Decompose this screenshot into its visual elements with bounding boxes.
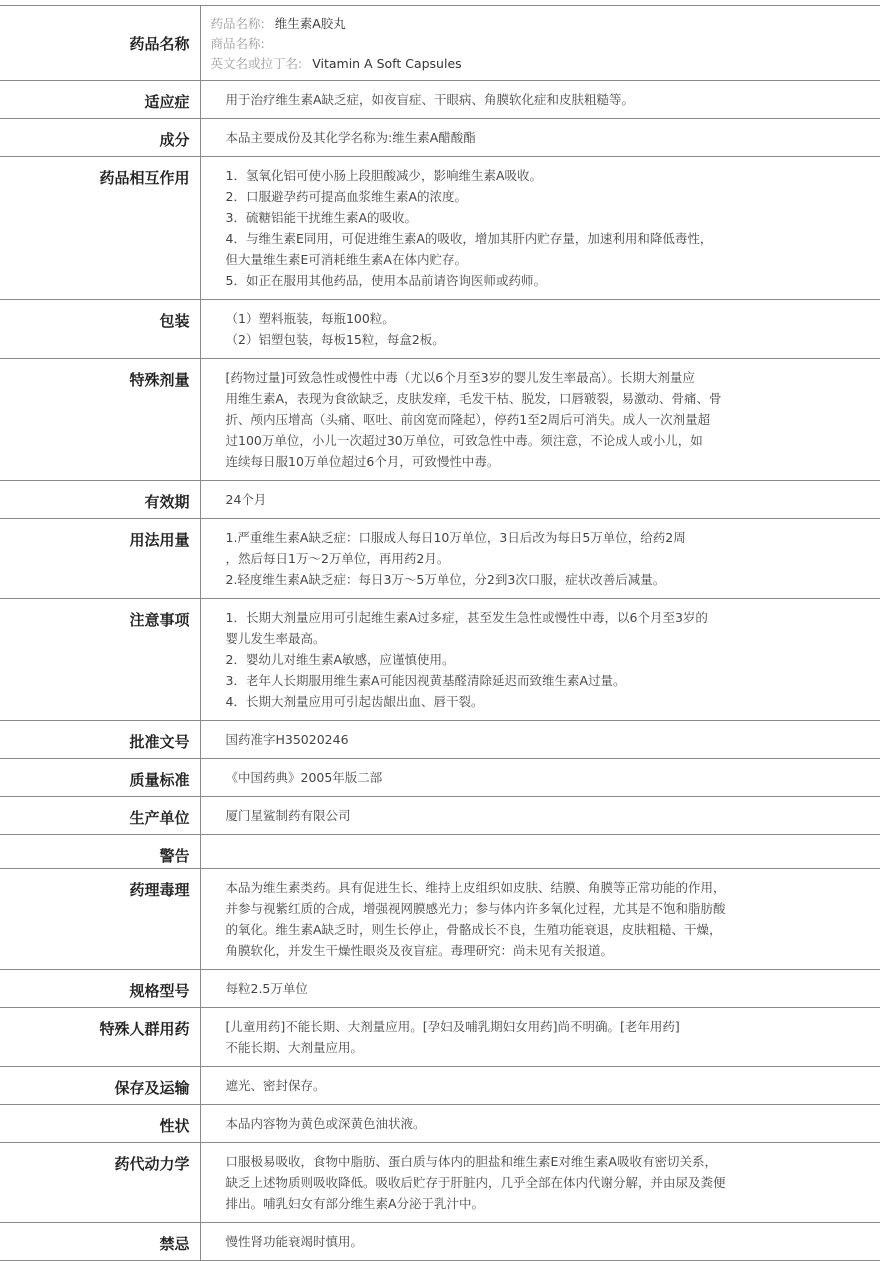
- text-line: 2．婴幼儿对维生素A敏感，应谨慎使用。: [225, 652, 455, 667]
- text-line: 《中国药典》2005年版二部: [225, 770, 383, 785]
- trade-name-label: 商品名称:: [210, 36, 265, 51]
- row-value: [200, 119, 880, 157]
- info-row: [0, 157, 880, 300]
- drug-info-body: [0, 6, 880, 1261]
- info-row: [0, 119, 880, 157]
- english-name-value: Vitamin A Soft Capsules: [312, 56, 462, 71]
- row-value: [200, 1008, 880, 1067]
- text-line: 1．长期大剂量应用可引起维生素A过多症，甚至发生急性或慢性中毒，以6个月至3岁的: [225, 610, 708, 625]
- row-value: [200, 721, 880, 759]
- text-line: 慢性肾功能衰竭时慎用。: [225, 1234, 364, 1249]
- row-label: 适应症: [0, 81, 200, 119]
- row-label: 药代动力学: [0, 1143, 200, 1223]
- english-name-label: 英文名或拉丁名:: [210, 56, 303, 71]
- row-value: [200, 157, 880, 300]
- info-row: [0, 797, 880, 835]
- text-line: 4．长期大剂量应用可引起齿龈出血、唇干裂。: [225, 694, 484, 709]
- info-row: [0, 1143, 880, 1223]
- text-line: 婴儿发生率最高。: [225, 631, 326, 646]
- text-line: 连续每日服10万单位超过6个月，可致慢性中毒。: [225, 454, 500, 469]
- info-row: [0, 1067, 880, 1105]
- text-line: 本品主要成份及其化学名称为:维生素A醋酸酯: [225, 130, 476, 145]
- text-line: 4．与维生素E同用，可促进维生素A的吸收，增加其肝内贮存量，加速利用和降低毒性，: [225, 231, 713, 246]
- text-line: 角膜软化，并发生干燥性眼炎及夜盲症。毒理研究：尚未见有关报道。: [225, 943, 614, 958]
- row-value: [200, 1143, 880, 1223]
- row-label: 生产单位: [0, 797, 200, 835]
- row-label: 保存及运输: [0, 1067, 200, 1105]
- info-row: [0, 359, 880, 481]
- row-label: 用法用量: [0, 519, 200, 599]
- text-line: 用维生素A，表现为食欲缺乏，皮肤发痒，毛发干枯、脱发，口唇皲裂，易激动、骨痛、骨: [225, 391, 722, 406]
- text-line: ，然后每日1万～2万单位，再用药2月。: [225, 551, 450, 566]
- row-value: [200, 759, 880, 797]
- text-line: 遮光、密封保存。: [225, 1078, 326, 1093]
- text-line: 缺乏上述物质则吸收降低。吸收后贮存于肝脏内，几乎全部在体内代谢分解，并由尿及粪便: [225, 1175, 726, 1190]
- info-row: [0, 599, 880, 721]
- row-value: [200, 1067, 880, 1105]
- info-row: [0, 81, 880, 119]
- row-label: 注意事项: [0, 599, 200, 721]
- info-row: [0, 300, 880, 359]
- text-line: 每粒2.5万单位: [225, 981, 308, 996]
- text-line: [儿童用药]不能长期、大剂量应用。[孕妇及哺乳期妇女用药]尚不明确。[老年用药]: [225, 1019, 680, 1034]
- text-line: 用于治疗维生素A缺乏症，如夜盲症、干眼病、角膜软化症和皮肤粗糙等。: [225, 92, 635, 107]
- row-value: [200, 81, 880, 119]
- row-drug-name: [0, 6, 880, 81]
- row-value: [200, 599, 880, 721]
- row-value: [200, 869, 880, 970]
- text-line: 不能长期、大剂量应用。: [225, 1040, 364, 1055]
- row-label: 质量标准: [0, 759, 200, 797]
- row-label: 包装: [0, 300, 200, 359]
- row-value: [200, 1223, 880, 1261]
- info-row: [0, 1105, 880, 1143]
- info-row: [0, 869, 880, 970]
- text-line: 3．老年人长期服用维生素A可能因视黄基醛清除延迟而致维生素A过量。: [225, 673, 626, 688]
- text-line: （1）塑料瓶装，每瓶100粒。: [225, 311, 395, 326]
- text-line: 国药准字H35020246: [225, 732, 349, 747]
- row-value: [200, 519, 880, 599]
- text-line: 但大量维生素E可消耗维生素A在体内贮存。: [225, 252, 467, 267]
- info-row: [0, 1008, 880, 1067]
- text-line: 折、颅内压增高（头痛、呕吐、前囟宽而隆起），停药1至2周后可消失。成人一次剂量超: [225, 412, 711, 427]
- text-line: 2.轻度维生素A缺乏症：每日3万～5万单位，分2到3次口服，症状改善后减量。: [225, 572, 666, 587]
- row-label: 禁忌: [0, 1223, 200, 1261]
- row-label: 警告: [0, 835, 200, 869]
- text-line: 1.严重维生素A缺乏症：口服成人每日10万单位，3日后改为每日5万单位，给药2周: [225, 530, 686, 545]
- row-label: 有效期: [0, 481, 200, 519]
- text-line: 本品为维生素类药。具有促进生长、维持上皮组织如皮肤、结膜、角膜等正常功能的作用，: [225, 880, 726, 895]
- row-label: 药理毒理: [0, 869, 200, 970]
- row-value: [200, 835, 880, 869]
- generic-name-value: 维生素A胶丸: [274, 16, 346, 31]
- text-line: 口服极易吸收，食物中脂肪、蛋白质与体内的胆盐和维生素E对维生素A吸收有密切关系，: [225, 1154, 717, 1169]
- info-row: [0, 481, 880, 519]
- text-line: 过100万单位，小儿一次超过30万单位，可致急性中毒。须注意，不论成人或小儿，如: [225, 433, 703, 448]
- row-label: 成分: [0, 119, 200, 157]
- row-value: [200, 797, 880, 835]
- row-value: [200, 970, 880, 1008]
- drug-names: [200, 6, 880, 81]
- row-label: 药品名称: [0, 6, 200, 81]
- text-line: 1．氢氧化铝可使小肠上段胆酸减少，影响维生素A吸收。: [225, 168, 543, 183]
- text-line: 排出。哺乳妇女有部分维生素A分泌于乳汁中。: [225, 1196, 485, 1211]
- row-value: [200, 1105, 880, 1143]
- row-label: 性状: [0, 1105, 200, 1143]
- row-value: [200, 300, 880, 359]
- text-line: 3．硫糖铝能干扰维生素A的吸收。: [225, 210, 418, 225]
- info-row: [0, 721, 880, 759]
- text-line: （2）铝塑包装，每板15粒，每盒2板。: [225, 332, 445, 347]
- generic-name-line: [211, 14, 871, 34]
- info-row: [0, 835, 880, 869]
- text-line: 5．如正在服用其他药品，使用本品前请咨询医师或药师。: [225, 273, 546, 288]
- row-label: 药品相互作用: [0, 157, 200, 300]
- text-line: 本品内容物为黄色或深黄色油状液。: [225, 1116, 426, 1131]
- row-label: 特殊人群用药: [0, 1008, 200, 1067]
- row-label: 特殊剂量: [0, 359, 200, 481]
- trade-name-line: [211, 34, 871, 54]
- text-line: 24个月: [225, 492, 267, 507]
- info-row: [0, 970, 880, 1008]
- row-value: [200, 481, 880, 519]
- info-row: [0, 759, 880, 797]
- info-row: [0, 1223, 880, 1261]
- row-value: [200, 359, 880, 481]
- row-label: 批准文号: [0, 721, 200, 759]
- generic-name-label: 药品名称:: [210, 16, 265, 31]
- drug-info-table: [0, 5, 880, 1261]
- info-row: [0, 519, 880, 599]
- text-line: [药物过量]可致急性或慢性中毒（尤以6个月至3岁的婴儿发生率最高）。长期大剂量应: [225, 370, 695, 385]
- text-line: 的氧化。维生素A缺乏时，则生长停止，骨骼成长不良，生殖功能衰退，皮肤粗糙、干燥，: [225, 922, 722, 937]
- text-line: 2．口服避孕药可提高血浆维生素A的浓度。: [225, 189, 468, 204]
- row-label: 规格型号: [0, 970, 200, 1008]
- text-line: 并参与视紫红质的合成，增强视网膜感光力；参与体内许多氧化过程，尤其是不饱和脂肪酸: [225, 901, 726, 916]
- english-name-line: [211, 54, 871, 74]
- text-line: 厦门星鲨制药有限公司: [225, 808, 351, 823]
